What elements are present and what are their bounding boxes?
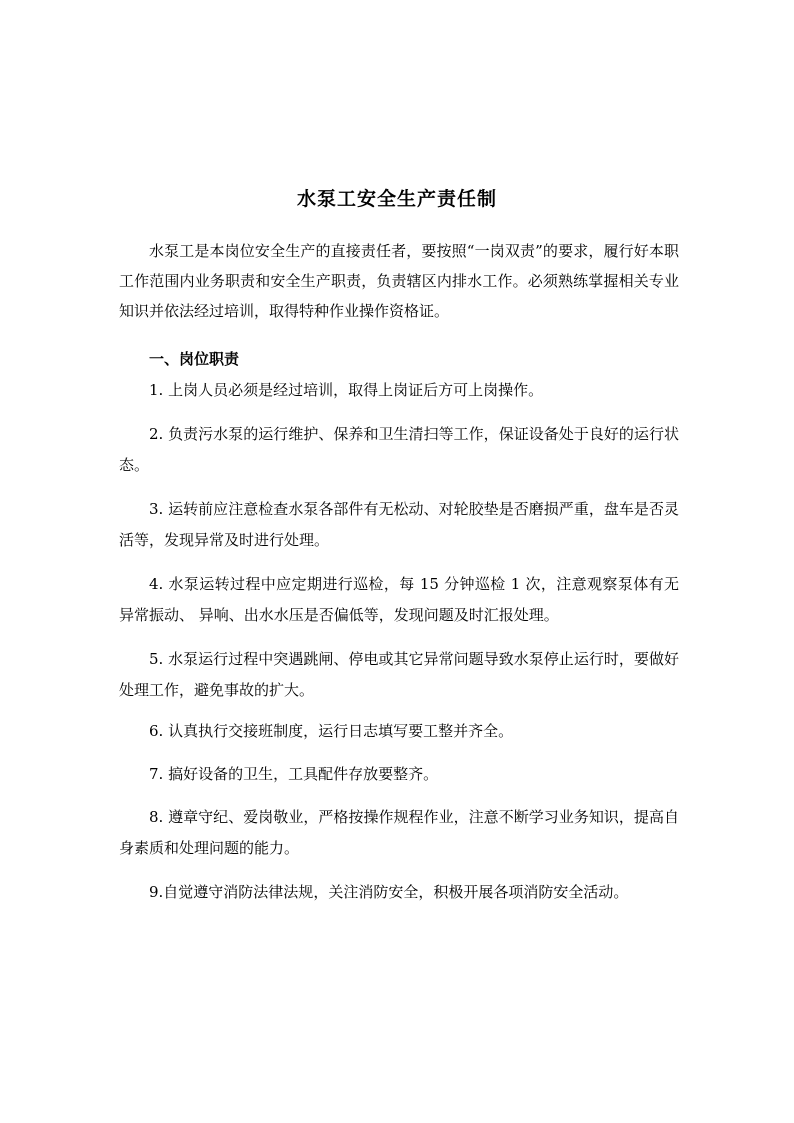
intro-paragraph: 水泵工是本岗位安全生产的直接责任者，要按照“一岗双责”的要求，履行好本职工作范围内业务职责和安全生产职责，负责辖区内排水工作。必须熟练掌握相关专业知识并依法经过培训，取得特种作业操作资格证。 xyxy=(119,242,679,320)
duty-item: 6. 认真执行交接班制度，运行日志填写要工整并齐全。 xyxy=(149,722,514,740)
duty-item: 7. 搞好设备的卫生，工具配件存放要整齐。 xyxy=(149,765,439,783)
duty-item: 2. 负责污水泵的运行维护、保养和卫生清扫等工作，保证设备处于良好的运行状态。 xyxy=(119,425,679,474)
duty-item: 1. 上岗人员必须是经过培训，取得上岗证后方可上岗操作。 xyxy=(149,381,544,399)
duty-item: 9.自觉遵守消防法律法规，关注消防安全，积极开展各项消防安全活动。 xyxy=(149,883,629,901)
duty-item: 8. 遵章守纪、爱岗敬业，严格按操作规程作业，注意不断学习业务知识，提高自身素质和处理问题的能力。 xyxy=(119,808,679,857)
duty-item: 5. 水泵运行过程中突遇跳闸、停电或其它异常问题导致水泵停止运行时，要做好处理工作，避免事故的扩大。 xyxy=(119,650,679,699)
duty-item: 3. 运转前应注意检查水泵各部件有无松动、对轮胶垫是否磨损严重，盘车是否灵活等，发现异常及时进行处理。 xyxy=(119,500,679,549)
duty-item: 4. 水泵运转过程中应定期进行巡检，每 15 分钟巡检 1 次，注意观察泵体有无异常振动、 异响、出水水压是否偏低等，发现问题及时汇报处理。 xyxy=(119,575,679,624)
section-heading: 一、岗位职责 xyxy=(149,350,240,368)
document-title: 水泵工安全生产责任制 xyxy=(296,188,497,210)
